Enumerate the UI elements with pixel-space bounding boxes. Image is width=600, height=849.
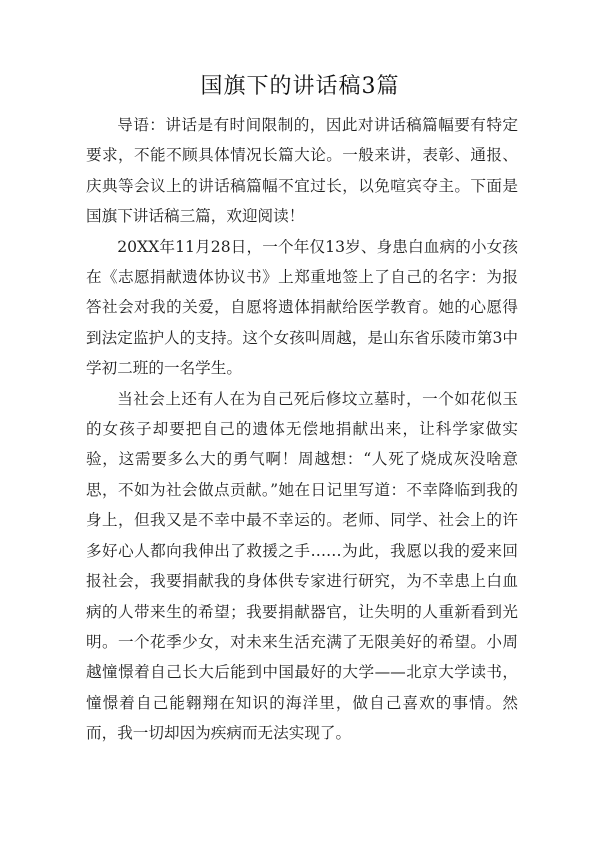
document-body	[86, 110, 518, 749]
document-title: 国旗下的讲话稿3篇	[200, 74, 400, 99]
reflection-paragraph: 当社会上还有人在为自己死后修坟立墓时，一个如花似玉的女孩子却要把自己的遗体无偿地捐献出来，让科学家做实验，这需要多么大的勇气啊！周越想：“人死了烧成灰没啥意思，不如为社会做点贡献。”她在日记里写道：不幸降临到我的身上，但我又是不幸中最不幸运的。老师、同学、社会上的许多好心人都向我伸出了救援之手……为此，我愿以我的爱来回报社会，我要捐献我的身体供专家进行研究，为不幸患上白血病的人带来生的希望；我要捐献器官，让失明的人重新看到光明。一个花季少女，对未来生活充满了无限美好的希望。小周越憧憬着自己长大后能到中国最好的大学——北京大学读书，憧憬着自己能翱翔在知识的海洋里，做自己喜欢的事情。然而，我一切却因为疾病而无法实现了。	[86, 389, 518, 743]
story-paragraph: 20XX年11月28日，一个年仅13岁、身患白血病的小女孩在《志愿捐献遗体协议书》上郑重地签上了自己的名字：为报答社会对我的关爱，自愿将遗体捐献给医学教育。她的心愿得到法定监护人的支持。这个女孩叫周越，是山东省乐陵市第3中学初二班的一名学生。	[86, 237, 518, 378]
intro-paragraph: 导语：讲话是有时间限制的，因此对讲话稿篇幅要有特定要求，不能不顾具体情况长篇大论。一般来讲，表彰、通报、庆典等会议上的讲话稿篇幅不宜过长，以免喧宾夺主。下面是国旗下讲话稿三篇，欢迎阅读！	[86, 116, 518, 226]
